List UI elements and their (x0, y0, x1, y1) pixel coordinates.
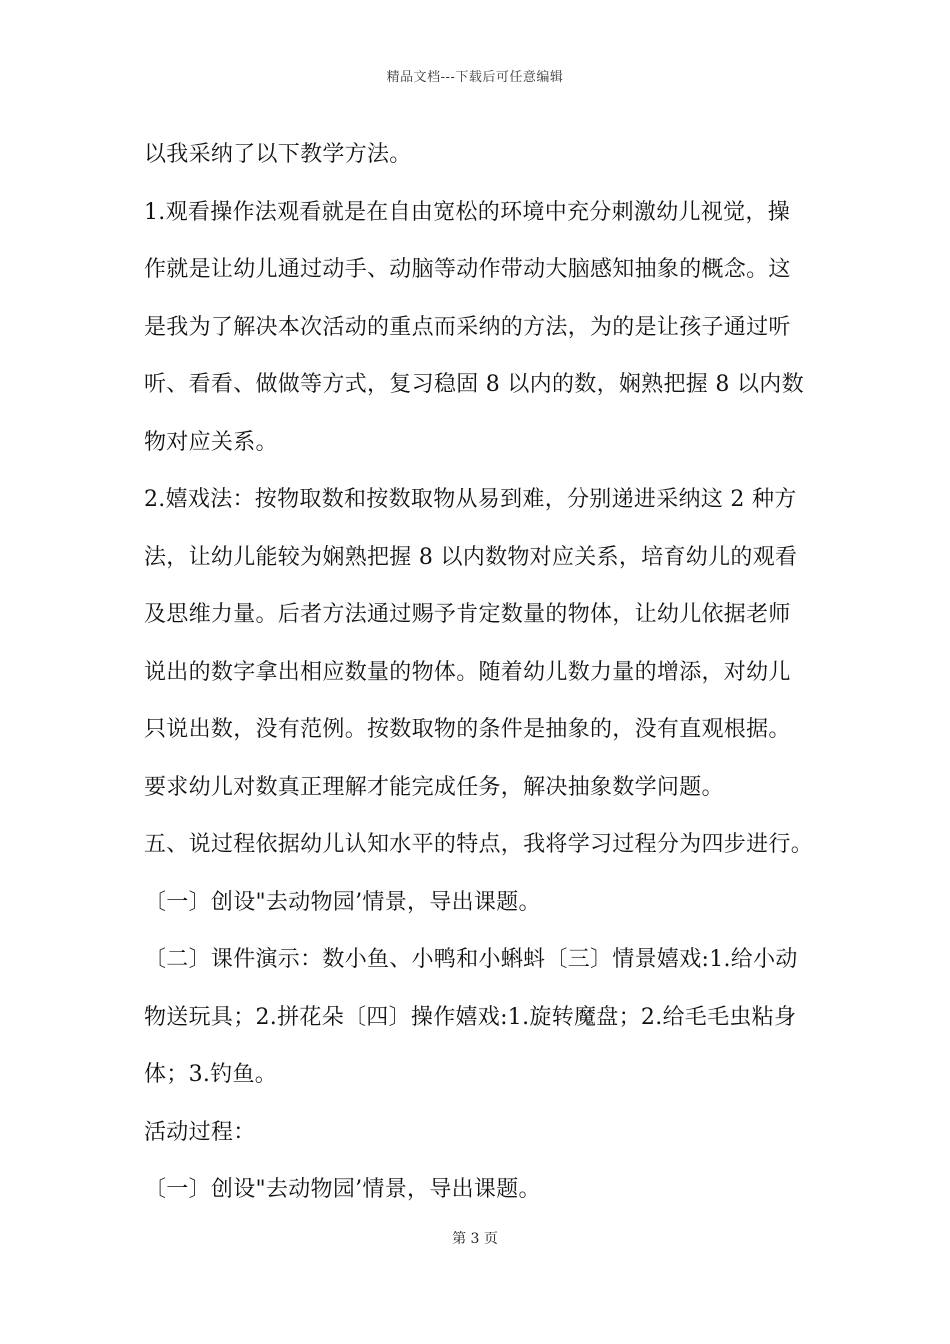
body-line: 〔二〕课件演示：数小鱼、小鸭和小蝌蚪〔三〕情景嬉戏:1.给小动 (144, 947, 798, 972)
document-body (144, 126, 814, 1219)
body-line: 法，让幼儿能较为娴熟把握 8 以内数物对应关系，培育幼儿的观看 (144, 544, 798, 570)
body-line: 物送玩具；2.拼花朵〔四〕操作嬉戏:1.旋转魔盘；2.给毛毛虫粘身 (144, 1004, 797, 1030)
body-line: 2.嬉戏法：按物取数和按数取物从易到难，分别递进采纳这 2 种方 (144, 487, 797, 512)
body-line: 五、说过程依据幼儿认知水平的特点，我将学习过程分为四步进行。 (144, 832, 814, 857)
body-line: 以我采纳了以下教学方法。 (144, 142, 412, 167)
body-line: 只说出数，没有范例。按数取物的条件是抽象的，没有直观根据。 (144, 717, 791, 742)
page-header: 精品文档---下载后可任意编辑 (386, 70, 564, 85)
page-number: 第 3 页 (452, 1231, 498, 1247)
body-line: 听、看看、做做等方式，复习稳固 8 以内的数，娴熟把握 8 以内数 (144, 372, 804, 397)
body-line: 〔一〕创设"去动物园’情景，导出课题。 (144, 889, 541, 915)
body-line: 要求幼儿对数真正理解才能完成任务，解决抽象数学问题。 (144, 774, 724, 800)
body-line: 体；3.钓鱼。 (144, 1062, 278, 1087)
body-line: 1.观看操作法观看就是在自由宽松的环境中充分刺激幼儿视觉，操 (144, 199, 790, 225)
body-line: 活动过程： (144, 1119, 256, 1145)
body-line: 〔一〕创设"去动物园’情景，导出课题。 (144, 1177, 541, 1202)
body-line: 说出的数字拿出相应数量的物体。随着幼儿数力量的增添，对幼儿 (144, 659, 791, 685)
body-line: 作就是让幼儿通过动手、动脑等动作带动大脑感知抽象的概念。这 (144, 257, 791, 282)
body-line: 物对应关系。 (144, 429, 278, 455)
body-line: 是我为了解决本次活动的重点而采纳的方法，为的是让孩子通过听 (144, 314, 791, 340)
body-line: 及思维力量。后者方法通过赐予肯定数量的物体，让幼儿依据老师 (144, 602, 791, 627)
